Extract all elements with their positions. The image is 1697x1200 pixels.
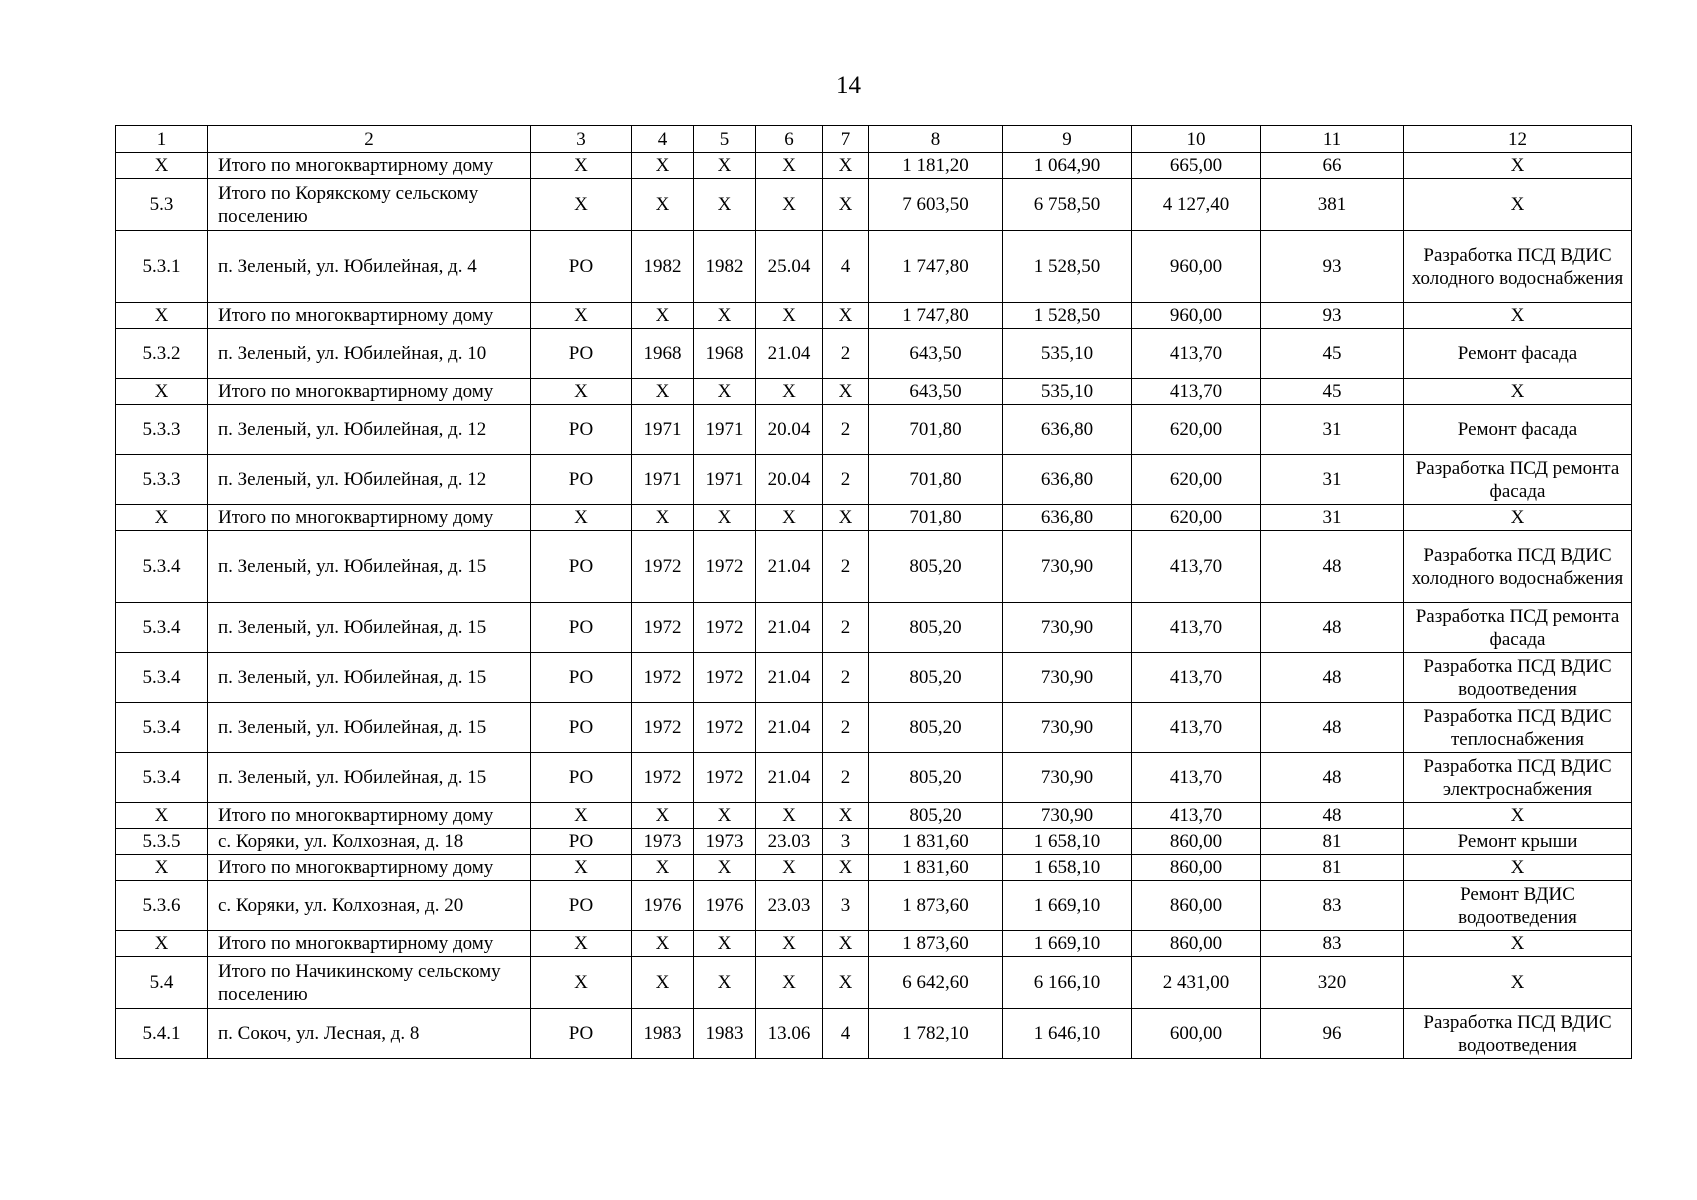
table-cell: X (1404, 855, 1632, 881)
table-row (116, 455, 1632, 505)
table-cell: 535,10 (1003, 379, 1132, 405)
column-number: 4 (632, 126, 694, 153)
table-cell: 2 (823, 405, 869, 455)
table-cell: X (823, 153, 869, 179)
table-cell: X (116, 379, 208, 405)
table-cell: 6 166,10 (1003, 957, 1132, 1009)
table-cell: X (756, 855, 823, 881)
table-cell: 31 (1261, 405, 1404, 455)
table-cell: 381 (1261, 179, 1404, 231)
table-row (116, 957, 1632, 1009)
table-cell: 701,80 (869, 455, 1003, 505)
table-cell: 48 (1261, 703, 1404, 753)
table-cell: X (694, 179, 756, 231)
table-cell: Итого по многоквартирному дому (208, 931, 531, 957)
table-cell: РО (531, 231, 632, 303)
table-cell: Разработка ПСД ВДИС теплоснабжения (1404, 703, 1632, 753)
table-cell: 4 (823, 231, 869, 303)
table-cell: X (531, 505, 632, 531)
table-cell: 6 758,50 (1003, 179, 1132, 231)
table-cell: X (1404, 957, 1632, 1009)
table-row (116, 1009, 1632, 1059)
table-cell: РО (531, 1009, 632, 1059)
table-cell: 1972 (694, 653, 756, 703)
table-row (116, 505, 1632, 531)
table-cell: п. Зеленый, ул. Юбилейная, д. 15 (208, 753, 531, 803)
table-row (116, 531, 1632, 603)
table-cell: РО (531, 455, 632, 505)
table-cell: X (823, 855, 869, 881)
table-cell: Итого по многоквартирному дому (208, 803, 531, 829)
table-cell: 413,70 (1132, 803, 1261, 829)
table-cell: 701,80 (869, 505, 1003, 531)
table-cell: X (1404, 505, 1632, 531)
table-cell: 1971 (632, 455, 694, 505)
table-cell: X (531, 931, 632, 957)
table-cell: X (1404, 303, 1632, 329)
table-cell: X (531, 153, 632, 179)
table-row (116, 753, 1632, 803)
table-cell: X (694, 303, 756, 329)
table-cell: 5.3.1 (116, 231, 208, 303)
table-cell: Ремонт крыши (1404, 829, 1632, 855)
table-cell: 665,00 (1132, 153, 1261, 179)
table-cell: 1 528,50 (1003, 303, 1132, 329)
table-cell: 1971 (632, 405, 694, 455)
table-cell: Разработка ПСД ремонта фасада (1404, 603, 1632, 653)
table-cell: X (823, 803, 869, 829)
column-number: 2 (208, 126, 531, 153)
table-cell: Разработка ПСД ВДИС холодного водоснабжения (1404, 231, 1632, 303)
table-cell: 5.3 (116, 179, 208, 231)
table-cell: X (756, 957, 823, 1009)
table-cell: 620,00 (1132, 405, 1261, 455)
table-body (116, 126, 1632, 1059)
table-cell: 1968 (632, 329, 694, 379)
table-row (116, 153, 1632, 179)
table-cell: 730,90 (1003, 531, 1132, 603)
table-cell: 730,90 (1003, 653, 1132, 703)
table-cell: РО (531, 405, 632, 455)
table-cell: 48 (1261, 603, 1404, 653)
table-cell: X (1404, 379, 1632, 405)
table-cell: Итого по многоквартирному дому (208, 855, 531, 881)
column-number: 10 (1132, 126, 1261, 153)
table-row (116, 179, 1632, 231)
table-cell: РО (531, 703, 632, 753)
table-cell: 5.3.6 (116, 881, 208, 931)
table-cell: X (531, 303, 632, 329)
table-cell: 1 064,90 (1003, 153, 1132, 179)
table-cell: X (1404, 179, 1632, 231)
table-cell: 1 646,10 (1003, 1009, 1132, 1059)
table-cell: X (632, 931, 694, 957)
table-cell: X (756, 379, 823, 405)
table-cell: 643,50 (869, 329, 1003, 379)
table-cell: X (116, 303, 208, 329)
table-cell: 21.04 (756, 753, 823, 803)
table-cell: 45 (1261, 329, 1404, 379)
table-cell: 860,00 (1132, 829, 1261, 855)
table-cell: п. Зеленый, ул. Юбилейная, д. 12 (208, 455, 531, 505)
table-cell: 21.04 (756, 531, 823, 603)
table-cell: 21.04 (756, 703, 823, 753)
table-row (116, 603, 1632, 653)
table-cell: X (694, 505, 756, 531)
table-cell: X (694, 931, 756, 957)
table-cell: 730,90 (1003, 603, 1132, 653)
table-cell: 413,70 (1132, 379, 1261, 405)
table-row (116, 829, 1632, 855)
table-cell: Разработка ПСД ВДИС водоотведения (1404, 1009, 1632, 1059)
table-cell: 1972 (632, 653, 694, 703)
table-cell: с. Коряки, ул. Колхозная, д. 20 (208, 881, 531, 931)
table-cell: 48 (1261, 803, 1404, 829)
table-cell: 413,70 (1132, 653, 1261, 703)
table-cell: 413,70 (1132, 329, 1261, 379)
column-number: 6 (756, 126, 823, 153)
table-cell: 20.04 (756, 455, 823, 505)
table-cell: 960,00 (1132, 231, 1261, 303)
column-number: 3 (531, 126, 632, 153)
table-cell: 2 (823, 753, 869, 803)
table-cell: 5.4.1 (116, 1009, 208, 1059)
table-cell: 636,80 (1003, 405, 1132, 455)
table-cell: 93 (1261, 303, 1404, 329)
table-cell: 81 (1261, 829, 1404, 855)
table-cell: 1972 (694, 753, 756, 803)
table-cell: 701,80 (869, 405, 1003, 455)
table-cell: 83 (1261, 931, 1404, 957)
table-cell: Разработка ПСД ВДИС электроснабжения (1404, 753, 1632, 803)
table-cell: 805,20 (869, 803, 1003, 829)
table-cell: 48 (1261, 531, 1404, 603)
table-row (116, 881, 1632, 931)
table-cell: Разработка ПСД ВДИС водоотведения (1404, 653, 1632, 703)
table-cell: 535,10 (1003, 329, 1132, 379)
table-cell: 413,70 (1132, 753, 1261, 803)
table-cell: 636,80 (1003, 455, 1132, 505)
page-number: 14 (836, 72, 861, 99)
table-cell: п. Зеленый, ул. Юбилейная, д. 15 (208, 603, 531, 653)
table-cell: X (823, 379, 869, 405)
table-cell: 1973 (694, 829, 756, 855)
table-cell: 1 669,10 (1003, 931, 1132, 957)
table-cell: 5.3.3 (116, 405, 208, 455)
table-cell: 805,20 (869, 653, 1003, 703)
table-cell: п. Сокоч, ул. Лесная, д. 8 (208, 1009, 531, 1059)
table-cell: 31 (1261, 505, 1404, 531)
table-row (116, 303, 1632, 329)
table-cell: РО (531, 603, 632, 653)
table-cell: 1972 (632, 703, 694, 753)
table-cell: 805,20 (869, 753, 1003, 803)
table-cell: 1968 (694, 329, 756, 379)
column-number: 8 (869, 126, 1003, 153)
table-cell: X (531, 179, 632, 231)
table-cell: 600,00 (1132, 1009, 1261, 1059)
table-cell: 5.4 (116, 957, 208, 1009)
table-cell: X (531, 855, 632, 881)
table-cell: 66 (1261, 153, 1404, 179)
table-cell: 23.03 (756, 881, 823, 931)
table-cell: X (116, 803, 208, 829)
table-cell: 1983 (694, 1009, 756, 1059)
table-cell: Ремонт фасада (1404, 329, 1632, 379)
table-cell: 730,90 (1003, 803, 1132, 829)
table-cell: п. Зеленый, ул. Юбилейная, д. 12 (208, 405, 531, 455)
table-cell: 2 (823, 603, 869, 653)
table-cell: 620,00 (1132, 505, 1261, 531)
table-cell: X (694, 855, 756, 881)
table-cell: 620,00 (1132, 455, 1261, 505)
table-cell: 2 (823, 703, 869, 753)
table-cell: 805,20 (869, 603, 1003, 653)
table-cell: 23.03 (756, 829, 823, 855)
table-cell: 1971 (694, 455, 756, 505)
table-cell: 5.3.4 (116, 703, 208, 753)
table-cell: 21.04 (756, 653, 823, 703)
table-cell: 2 (823, 531, 869, 603)
table-cell: 1 831,60 (869, 855, 1003, 881)
table-cell: 1 658,10 (1003, 829, 1132, 855)
table-cell: 31 (1261, 455, 1404, 505)
table-cell: Разработка ПСД ремонта фасада (1404, 455, 1632, 505)
column-number: 7 (823, 126, 869, 153)
table-row (116, 653, 1632, 703)
table-cell: 5.3.3 (116, 455, 208, 505)
table-cell: X (756, 931, 823, 957)
table-cell: 1972 (632, 531, 694, 603)
table-cell: РО (531, 753, 632, 803)
table-cell: 1 528,50 (1003, 231, 1132, 303)
table-cell: X (1404, 931, 1632, 957)
table-cell: 805,20 (869, 531, 1003, 603)
table-cell: Итого по многоквартирному дому (208, 505, 531, 531)
table-cell: 1 782,10 (869, 1009, 1003, 1059)
table-cell: X (1404, 153, 1632, 179)
table-cell: 643,50 (869, 379, 1003, 405)
table-cell: 2 (823, 329, 869, 379)
table-cell: Ремонт фасада (1404, 405, 1632, 455)
table-cell: X (756, 505, 823, 531)
table-cell: п. Зеленый, ул. Юбилейная, д. 4 (208, 231, 531, 303)
table-cell: X (694, 803, 756, 829)
table-row (116, 329, 1632, 379)
table-cell: 1976 (632, 881, 694, 931)
table-cell: 960,00 (1132, 303, 1261, 329)
table-cell: 48 (1261, 653, 1404, 703)
table-cell: 25.04 (756, 231, 823, 303)
table-cell: 1976 (694, 881, 756, 931)
table-cell: X (632, 153, 694, 179)
table-cell: X (694, 379, 756, 405)
table-cell: X (694, 153, 756, 179)
table-cell: 6 642,60 (869, 957, 1003, 1009)
table-cell: 1 658,10 (1003, 855, 1132, 881)
table-cell: 1982 (632, 231, 694, 303)
table-cell: 13.06 (756, 1009, 823, 1059)
table-cell: с. Коряки, ул. Колхозная, д. 18 (208, 829, 531, 855)
table-cell: 2 431,00 (1132, 957, 1261, 1009)
column-number: 1 (116, 126, 208, 153)
table-cell: 1972 (694, 603, 756, 653)
table-cell: 5.3.2 (116, 329, 208, 379)
table-cell: 320 (1261, 957, 1404, 1009)
column-number: 9 (1003, 126, 1132, 153)
table-cell: 805,20 (869, 703, 1003, 753)
table-row (116, 931, 1632, 957)
table-cell: X (756, 179, 823, 231)
column-number-row (116, 126, 1632, 153)
table-cell: X (756, 803, 823, 829)
table-cell: 5.3.4 (116, 531, 208, 603)
table-cell: п. Зеленый, ул. Юбилейная, д. 15 (208, 653, 531, 703)
table-cell: 83 (1261, 881, 1404, 931)
table-cell: X (823, 179, 869, 231)
table-cell: 413,70 (1132, 703, 1261, 753)
table-cell: X (823, 931, 869, 957)
table-cell: 1 747,80 (869, 231, 1003, 303)
table-cell: 1972 (632, 603, 694, 653)
table-cell: X (116, 153, 208, 179)
table-row (116, 703, 1632, 753)
table-cell: X (116, 505, 208, 531)
table-cell: 21.04 (756, 603, 823, 653)
table-cell: X (531, 379, 632, 405)
table-cell: 1972 (632, 753, 694, 803)
table-cell: 636,80 (1003, 505, 1132, 531)
table-cell: 4 (823, 1009, 869, 1059)
column-number: 11 (1261, 126, 1404, 153)
table-cell: 1 831,60 (869, 829, 1003, 855)
table-cell: X (531, 957, 632, 1009)
table-row (116, 803, 1632, 829)
table-cell: X (632, 855, 694, 881)
table-cell: 413,70 (1132, 603, 1261, 653)
table-cell: 3 (823, 829, 869, 855)
table-cell: 5.3.5 (116, 829, 208, 855)
table-cell: п. Зеленый, ул. Юбилейная, д. 10 (208, 329, 531, 379)
table-cell: Итого по Корякскому сельскому поселению (208, 179, 531, 231)
table-row (116, 405, 1632, 455)
table-cell: 1972 (694, 703, 756, 753)
table-cell: РО (531, 329, 632, 379)
table-cell: X (694, 957, 756, 1009)
table-cell: Итого по многоквартирному дому (208, 153, 531, 179)
table-cell: Разработка ПСД ВДИС холодного водоснабжения (1404, 531, 1632, 603)
table-cell: X (116, 855, 208, 881)
table-cell: 3 (823, 881, 869, 931)
table-cell: 1971 (694, 405, 756, 455)
table-cell: п. Зеленый, ул. Юбилейная, д. 15 (208, 531, 531, 603)
table-cell: 96 (1261, 1009, 1404, 1059)
table-cell: X (531, 803, 632, 829)
table-cell: X (823, 505, 869, 531)
table-cell: 21.04 (756, 329, 823, 379)
table-cell: РО (531, 881, 632, 931)
table-cell: 730,90 (1003, 753, 1132, 803)
table-cell: 45 (1261, 379, 1404, 405)
table-cell: 7 603,50 (869, 179, 1003, 231)
table-cell: 860,00 (1132, 931, 1261, 957)
column-number: 5 (694, 126, 756, 153)
table-cell: 1 873,60 (869, 881, 1003, 931)
table-cell: 860,00 (1132, 881, 1261, 931)
table-cell: X (632, 303, 694, 329)
table-cell: РО (531, 829, 632, 855)
table-cell: Итого по многоквартирному дому (208, 379, 531, 405)
table-cell: 2 (823, 455, 869, 505)
table-cell: X (1404, 803, 1632, 829)
table-row (116, 855, 1632, 881)
table-cell: 20.04 (756, 405, 823, 455)
table-cell: п. Зеленый, ул. Юбилейная, д. 15 (208, 703, 531, 753)
table-cell: X (756, 303, 823, 329)
column-number: 12 (1404, 126, 1632, 153)
table-cell: Итого по Начикинскому сельскому поселению (208, 957, 531, 1009)
table-cell: X (632, 957, 694, 1009)
table-cell: X (632, 379, 694, 405)
table-cell: 860,00 (1132, 855, 1261, 881)
table-cell: Итого по многоквартирному дому (208, 303, 531, 329)
table-cell: 48 (1261, 753, 1404, 803)
table-cell: 1983 (632, 1009, 694, 1059)
table-cell: 413,70 (1132, 531, 1261, 603)
table-cell: X (632, 179, 694, 231)
table-cell: 1 669,10 (1003, 881, 1132, 931)
table-cell: РО (531, 531, 632, 603)
table-cell: 730,90 (1003, 703, 1132, 753)
table-cell: X (823, 957, 869, 1009)
table-cell: 4 127,40 (1132, 179, 1261, 231)
table-cell: РО (531, 653, 632, 703)
table-cell: Ремонт ВДИС водоотведения (1404, 881, 1632, 931)
table-cell: X (756, 153, 823, 179)
table-row (116, 231, 1632, 303)
table-cell: 5.3.4 (116, 753, 208, 803)
table-cell: 2 (823, 653, 869, 703)
table-cell: 5.3.4 (116, 653, 208, 703)
table-cell: 1982 (694, 231, 756, 303)
table-cell: X (116, 931, 208, 957)
table-cell: 93 (1261, 231, 1404, 303)
table-row (116, 379, 1632, 405)
register-table (115, 125, 1632, 1059)
table-cell: 1 747,80 (869, 303, 1003, 329)
table-cell: X (632, 505, 694, 531)
table-cell: 5.3.4 (116, 603, 208, 653)
table-cell: X (632, 803, 694, 829)
table-cell: 1972 (694, 531, 756, 603)
table-cell: 1 873,60 (869, 931, 1003, 957)
table-cell: X (823, 303, 869, 329)
table-cell: 1 181,20 (869, 153, 1003, 179)
table-cell: 1973 (632, 829, 694, 855)
table-cell: 81 (1261, 855, 1404, 881)
